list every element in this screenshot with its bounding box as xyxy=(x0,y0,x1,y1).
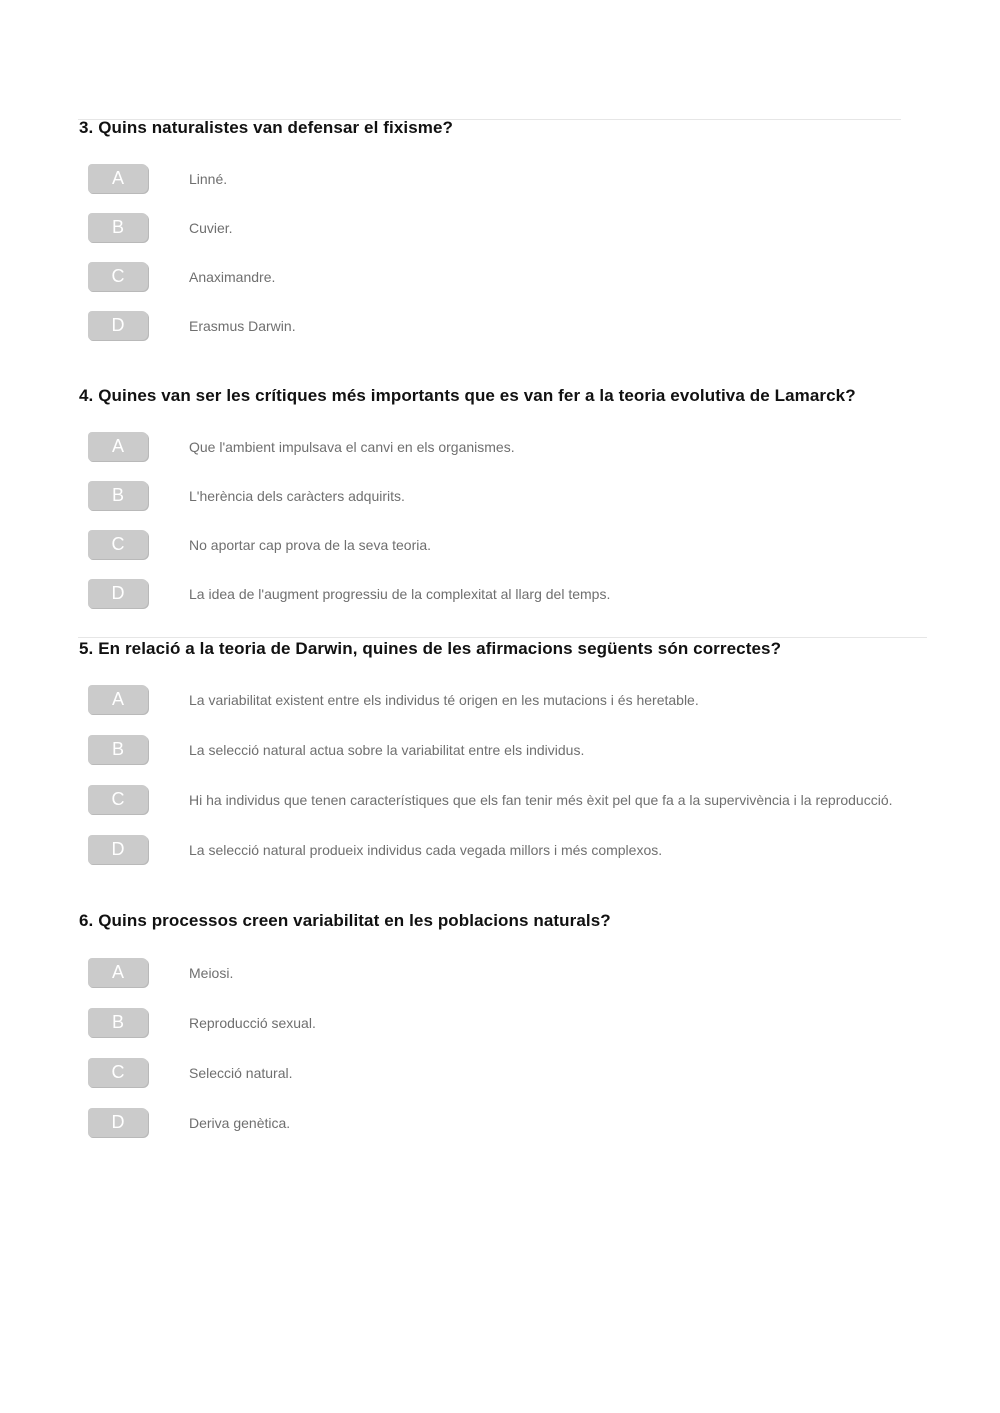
option-letter-button[interactable]: D xyxy=(88,835,148,864)
option-letter-button[interactable]: D xyxy=(88,1108,148,1137)
option-letter-button[interactable]: A xyxy=(88,685,148,714)
option-letter-button[interactable]: D xyxy=(88,579,148,608)
option-letter-button[interactable]: A xyxy=(88,958,148,987)
option-text: Selecció natural. xyxy=(189,1065,293,1081)
option-text: Linné. xyxy=(189,171,228,187)
option-text: La selecció natural actua sobre la variabilitat entre els individus. xyxy=(189,742,585,758)
option-c[interactable] xyxy=(0,530,1000,560)
option-a[interactable] xyxy=(0,685,1000,715)
option-b[interactable] xyxy=(0,1008,1000,1038)
option-text: La idea de l'augment progressiu de la complexitat al llarg del temps. xyxy=(189,586,611,602)
question-title: 6. Quins processos creen variabilitat en les poblacions naturals? xyxy=(79,911,611,930)
option-letter-button[interactable]: B xyxy=(88,735,148,764)
option-text: Deriva genètica. xyxy=(189,1115,291,1131)
option-d[interactable] xyxy=(0,311,1000,341)
option-a[interactable] xyxy=(0,432,1000,462)
option-text: La variabilitat existent entre els individus té origen en les mutacions i és heretable. xyxy=(189,692,699,708)
option-b[interactable] xyxy=(0,481,1000,511)
option-letter-button[interactable]: C xyxy=(88,262,148,291)
option-letter-button[interactable]: B xyxy=(88,481,148,510)
option-d[interactable] xyxy=(0,835,1000,865)
option-b[interactable] xyxy=(0,735,1000,765)
option-text: L'herència dels caràcters adquirits. xyxy=(189,488,405,504)
option-letter-button[interactable]: A xyxy=(88,432,148,461)
option-letter-button[interactable]: C xyxy=(88,1058,148,1087)
option-c[interactable] xyxy=(0,785,1000,815)
option-c[interactable] xyxy=(0,1058,1000,1088)
option-text: Que l'ambient impulsava el canvi en els organismes. xyxy=(189,439,515,455)
option-letter-button[interactable]: B xyxy=(88,213,148,242)
option-text: Meiosi. xyxy=(189,965,234,981)
option-text: No aportar cap prova de la seva teoria. xyxy=(189,537,432,553)
option-d[interactable] xyxy=(0,1108,1000,1138)
option-text: Cuvier. xyxy=(189,220,233,236)
question-title: 4. Quines van ser les crítiques més importants que es van fer a la teoria evolutiva de Lamarck? xyxy=(79,386,856,405)
option-letter-button[interactable]: A xyxy=(88,164,148,193)
option-letter-button[interactable]: D xyxy=(88,311,148,340)
option-text: Reproducció sexual. xyxy=(189,1015,316,1031)
question-title: 3. Quins naturalistes van defensar el fixisme? xyxy=(79,118,454,137)
option-letter-button[interactable]: C xyxy=(88,785,148,814)
option-d[interactable] xyxy=(0,579,1000,609)
option-letter-button[interactable]: C xyxy=(88,530,148,559)
option-text: Anaximandre. xyxy=(189,269,276,285)
option-a[interactable] xyxy=(0,164,1000,194)
option-letter-button[interactable]: B xyxy=(88,1008,148,1037)
divider-mid xyxy=(78,637,927,638)
option-text: La selecció natural produeix individus cada vegada millors i més complexos. xyxy=(189,842,663,858)
option-text: Hi ha individus que tenen característiques que els fan tenir més èxit pel que fa a la supervivència i la reproducció. xyxy=(189,792,893,808)
question-title: 5. En relació a la teoria de Darwin, quines de les afirmacions següents són correctes? xyxy=(79,639,782,658)
option-c[interactable] xyxy=(0,262,1000,292)
option-text: Erasmus Darwin. xyxy=(189,318,296,334)
option-b[interactable] xyxy=(0,213,1000,243)
option-a[interactable] xyxy=(0,958,1000,988)
